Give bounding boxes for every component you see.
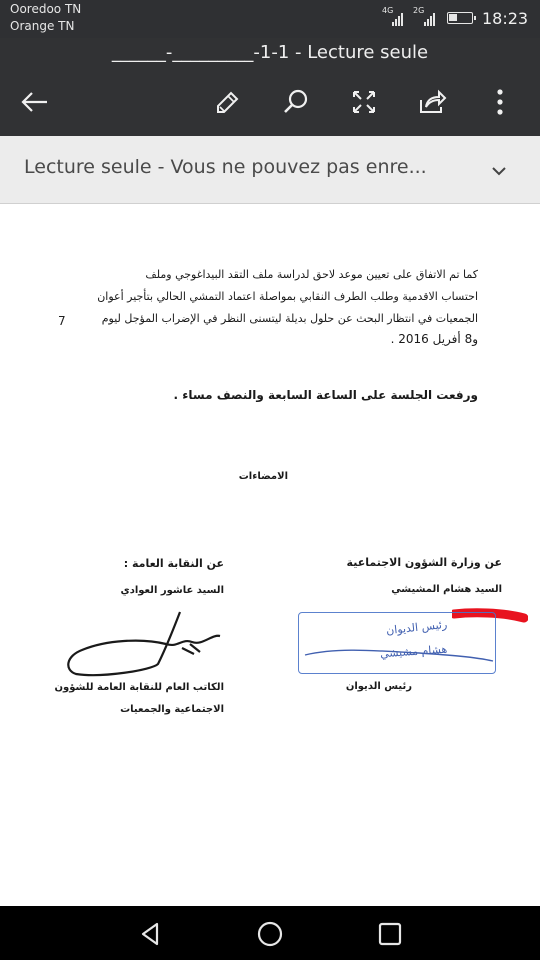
network-type-1: 4G xyxy=(382,6,394,15)
page-number: 7 xyxy=(58,314,66,328)
ministry-signatory-name: السيد هشام المشيشي xyxy=(391,584,502,595)
recents-square-icon[interactable] xyxy=(375,919,405,949)
union-signatory-role-2: الاجتماعية والجمعيات xyxy=(120,704,224,715)
fullscreen-icon[interactable] xyxy=(344,82,384,122)
union-signatory-role-1: الكاتب العام للنقابة العامة للشؤون xyxy=(54,682,224,693)
navigation-bar xyxy=(0,906,540,960)
status-bar xyxy=(0,0,540,38)
document-page xyxy=(0,204,540,906)
network-type-2: 2G xyxy=(413,6,425,15)
more-vertical-icon[interactable] xyxy=(480,82,520,122)
stamp-text-2: هشام مشيشي xyxy=(379,642,448,661)
union-signature xyxy=(62,608,222,680)
carrier-secondary: Orange TN xyxy=(10,19,75,33)
closing-line: ورفعت الجلسة على الساعة السابعة والنصف مساء . xyxy=(173,388,478,402)
signal-icon-2 xyxy=(424,10,435,26)
home-circle-icon[interactable] xyxy=(255,919,285,949)
clock: 18:23 xyxy=(482,9,529,28)
back-arrow-icon[interactable] xyxy=(14,82,54,122)
union-heading: عن النقابة العامة : xyxy=(123,557,224,570)
back-triangle-icon[interactable] xyxy=(136,919,166,949)
union-signatory-name: السيد عاشور العوادي xyxy=(120,585,224,596)
paragraph-line: احتساب الاقدمية وطلب الطرف النقابي بمواصلة اعتماد التمشي الحالي بتأجير أعوان xyxy=(97,290,478,303)
app-bar xyxy=(0,38,540,136)
share-icon[interactable] xyxy=(412,82,452,122)
paragraph-line: و8 أفريل 2016 . xyxy=(390,332,478,346)
chevron-down-icon[interactable] xyxy=(486,158,512,184)
edit-pen-icon[interactable] xyxy=(208,82,248,122)
document-title: ______-_________-1-1 - Lecture seule xyxy=(111,42,429,63)
read-only-banner[interactable] xyxy=(0,136,540,204)
search-icon[interactable] xyxy=(276,82,316,122)
ministry-signatory-role: رئيس الديوان xyxy=(345,681,412,692)
paragraph-line: الجمعيات في انتظار البحث عن حلول بديلة ليتسنى النظر في الإضراب المؤجل ليوم xyxy=(101,312,478,325)
signal-icon xyxy=(392,10,403,26)
carrier-primary: Ooredoo TN xyxy=(10,2,82,16)
read-only-message: Lecture seule - Vous ne pouvez pas enre... xyxy=(24,156,427,178)
paragraph-line: كما تم الاتفاق على تعيين موعد لاحق لدراسة ملف التقد البيداغوجي وملف xyxy=(145,268,478,281)
battery-icon xyxy=(447,12,473,24)
signatures-heading: الامضاءات xyxy=(238,471,288,482)
ministry-heading: عن وزارة الشؤون الاجتماعية xyxy=(346,556,502,569)
official-stamp xyxy=(298,612,496,674)
stamp-text-1: رئيس الديوان xyxy=(385,617,448,638)
